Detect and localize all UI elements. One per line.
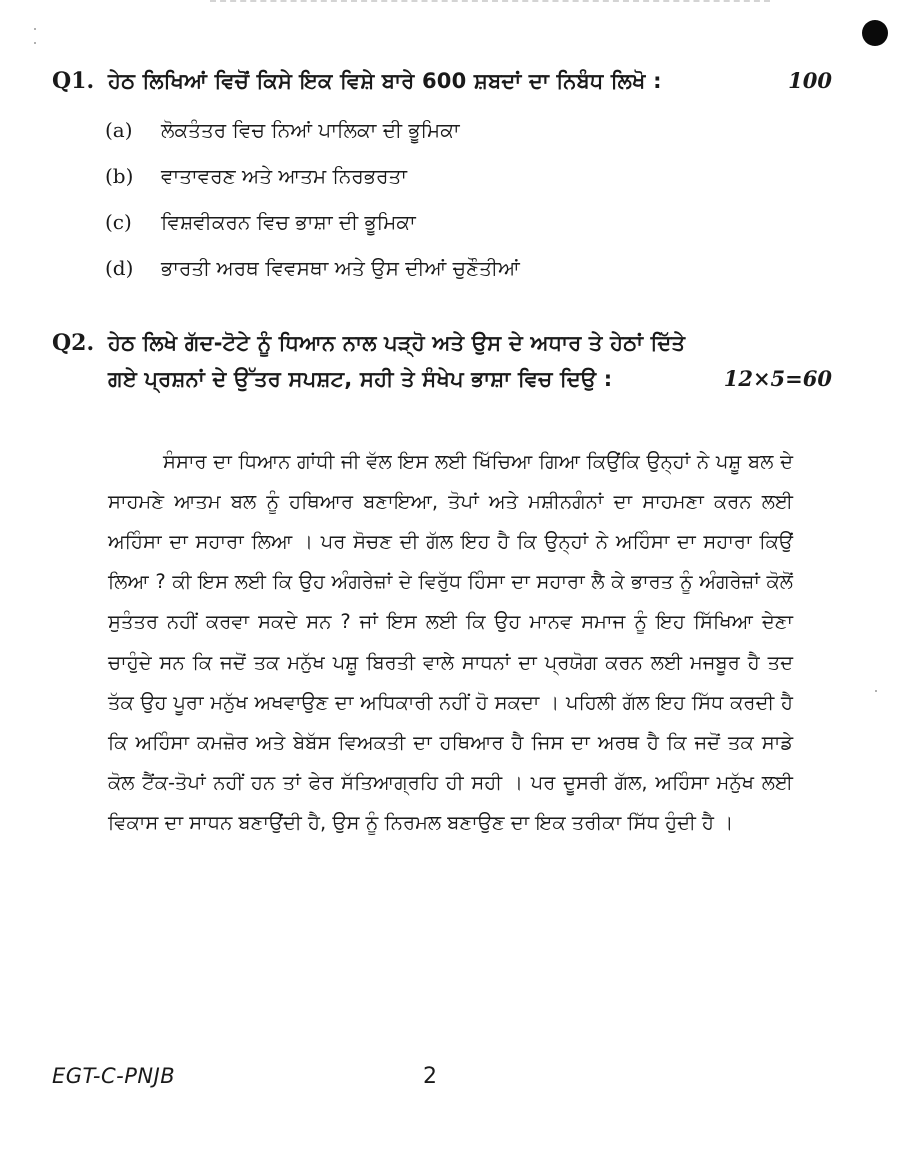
comprehension-passage: ਸੰਸਾਰ ਦਾ ਧਿਆਨ ਗਾਂਧੀ ਜੀ ਵੱਲ ਇਸ ਲਈ ਖਿੱਚਿਆ ਗਿਆ ਕਿਉਂਕਿ ਉਨ੍ਹਾਂ ਨੇ ਪਸ਼ੂ ਬਲ ਦੇ ਸਾਹਮਣੇ ਆਤਮ ਬਲ ਨੂੰ ਹਥਿਆਰ ਬਣਾਇਆ, ਤੋਪਾਂ ਅਤੇ ਮਸ਼ੀਨਗੰਨਾਂ ਦਾ ਸਾਹਮਣਾ ਕਰਨ ਲਈ ਅਹਿੰਸਾ ਦਾ ਸਹਾਰਾ ਲਿਆ । ਪਰ ਸੋਚਣ ਦੀ ਗੱਲ ਇਹ ਹੈ ਕਿ ਉਨ੍ਹਾਂ ਨੇ ਅਹਿੰਸਾ ਦਾ ਸਹਾਰਾ ਕਿਉਂ ਲਿਆ ? ਕੀ ਇਸ ਲਈ ਕਿ ਉਹ ਅੰਗਰੇਜ਼ਾਂ ਦੇ ਵਿਰੁੱਧ ਹਿੰਸਾ ਦਾ ਸਹਾਰਾ ਲੈ ਕੇ ਭਾਰਤ ਨੂੰ ਅੰਗਰੇਜ਼ਾਂ ਕੋਲੋਂ ਸੁਤੰਤਰ ਨਹੀਂ ਕਰਵਾ ਸਕਦੇ ਸਨ ? ਜਾਂ ਇਸ ਲਈ ਕਿ ਉਹ ਮਾਨਵ ਸਮਾਜ ਨੂੰ ਇਹ ਸਿੱਖਿਆ ਦੇਣਾ ਚਾਹੁੰਦੇ ਸਨ ਕਿ ਜਦੋਂ ਤਕ ਮਨੁੱਖ ਪਸ਼ੂ ਬਿਰਤੀ ਵਾਲੇ ਸਾਧਨਾਂ ਦਾ ਪ੍ਰਯੋਗ ਕਰਨ ਲਈ ਮਜਬੂਰ ਹੈ ਤਦ ਤੱਕ ਉਹ ਪੂਰਾ ਮਨੁੱਖ ਅਖਵਾਉਣ ਦਾ ਅਧਿਕਾਰੀ ਨਹੀਂ ਹੋ ਸਕਦਾ । ਪਹਿਲੀ ਗੱਲ ਇਹ ਸਿੱਧ ਕਰਦੀ ਹੈ ਕਿ ਅਹਿੰਸਾ ਕਮਜ਼ੋਰ ਅਤੇ ਬੇਬੱਸ ਵਿਅਕਤੀ ਦਾ ਹਥਿਆਰ ਹੈ ਜਿਸ ਦਾ ਅਰਥ ਹੈ ਕਿ ਜਦੋਂ ਤਕ ਸਾਡੇ ਕੋਲ ਟੈਂਕ-ਤੋਪਾਂ ਨਹੀਂ ਹਨ ਤਾਂ ਫੇਰ ਸੱਤਿਆਗ੍ਰਹਿ ਹੀ ਸਹੀ । ਪਰ ਦੂਸਰੀ ਗੱਲ, ਅਹਿੰਸਾ ਮਨੁੱਖ ਲਈ ਵਿਕਾਸ ਦਾ ਸਾਧਨ ਬਣਾਉਂਦੀ ਹੈ, ਉਸ ਨੂੰ ਨਿਰਮਲ ਬਣਾਉਣ ਦਾ ਇਕ ਤਰੀਕਾ ਸਿੱਧ ਹੁੰਦੀ ਹੈ ।: [108, 449, 793, 835]
punch-hole-mark: [862, 20, 888, 46]
option-label: (c): [105, 210, 132, 234]
question-marks: 100: [788, 68, 832, 93]
page-number: 2: [423, 1064, 437, 1089]
question-number: Q2.: [52, 330, 95, 356]
question-number: Q1.: [52, 68, 95, 94]
option-item: [105, 210, 520, 256]
essay-options: [105, 118, 520, 302]
option-label: (b): [105, 164, 134, 188]
option-text: ਵਾਤਾਵਰਣ ਅਤੇ ਆਤਮ ਨਿਰਭਰਤਾ: [161, 164, 408, 188]
question-text-line-1: ਹੇਠ ਲਿਖੇ ਗੱਦ-ਟੋਟੇ ਨੂੰ ਧਿਆਨ ਨਾਲ ਪੜ੍ਹੋ ਅਤੇ ਉਸ ਦੇ ਅਧਾਰ ਤੇ ਹੇਠਾਂ ਦਿੱਤੇ: [108, 331, 686, 355]
scan-edge-marks: [210, 0, 770, 8]
option-text: ਵਿਸ਼ਵੀਕਰਨ ਵਿਚ ਭਾਸ਼ਾ ਦੀ ਭੂਮਿਕਾ: [161, 210, 416, 234]
question-text-line-2: ਗਏ ਪ੍ਰਸ਼ਨਾਂ ਦੇ ਉੱਤਰ ਸਪਸ਼ਟ, ਸਹੀ ਤੇ ਸੰਖੇਪ ਭਾਸ਼ਾ ਵਿਚ ਦਿਉ :: [108, 367, 613, 391]
question-1: [52, 68, 832, 94]
option-item: [105, 256, 520, 302]
option-label: (a): [105, 118, 133, 142]
scan-speck: [34, 42, 36, 44]
scan-speck: [34, 28, 36, 30]
question-2: [52, 330, 832, 392]
option-text: ਲੋਕਤੰਤਰ ਵਿਚ ਨਿਆਂ ਪਾਲਿਕਾ ਦੀ ਭੂਮਿਕਾ: [161, 118, 460, 142]
question-marks: 12×5=60: [723, 366, 832, 391]
option-text: ਭਾਰਤੀ ਅਰਥ ਵਿਵਸਥਾ ਅਤੇ ਉਸ ਦੀਆਂ ਚੁਣੌਤੀਆਂ: [161, 256, 520, 280]
question-text: ਹੇਠ ਲਿਖਿਆਂ ਵਿਚੋਂ ਕਿਸੇ ਇਕ ਵਿਸ਼ੇ ਬਾਰੇ 600 ਸ਼ਬਦਾਂ ਦਾ ਨਿਬੰਧ ਲਿਖੋ :: [108, 69, 662, 93]
paper-code: EGT-C-PNJB: [52, 1064, 176, 1088]
option-label: (d): [105, 256, 134, 280]
option-item: [105, 164, 520, 210]
option-item: [105, 118, 520, 164]
scan-speck: [875, 690, 877, 692]
